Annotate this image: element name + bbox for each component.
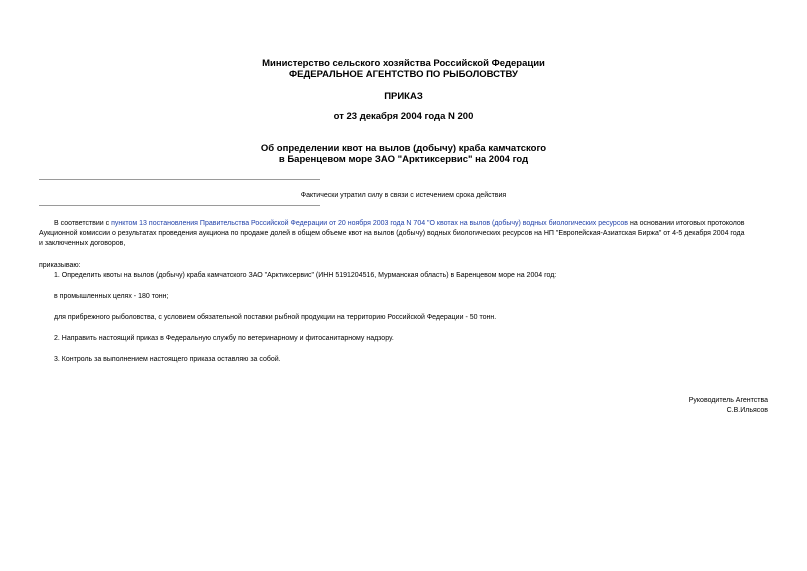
document-date: от 23 декабря 2004 года N 200 [333,111,474,122]
signature-position: Руководитель Агентства [688,397,768,404]
document-type: ПРИКАЗ [384,91,423,102]
signature-name: С.В.Ильясов [726,407,768,414]
divider-bottom [39,205,320,206]
order-word: приказываю: [39,262,81,269]
preamble-line-1 [39,219,770,229]
order-item-1: 1. Определить квоты на вылов (добычу) краба камчатского ЗАО "Арктиксервис" (ИНН 5191204516, Мурманская область) в Баренцевом море на 2004 год: [54,272,557,279]
divider-top [39,179,320,180]
quota-coastal: для прибрежного рыболовства, с условием обязательной поставки рыбной продукции на территорию Российской Федерации - 50 тонн. [54,314,497,321]
agency-name: ФЕДЕРАЛЬНОЕ АГЕНТСТВО ПО РЫБОЛОВСТВУ [289,69,518,80]
quota-industrial: в промышленных целях - 180 тонн; [54,293,169,300]
status-notice: Фактически утратил силу в связи с истечением срока действия [300,192,507,199]
document-title-line-2: в Баренцевом море ЗАО "Арктиксервис" на 2004 год [278,154,529,165]
preamble-line-2: Аукционной комиссии о результатах проведения аукциона по продаже долей в общем объеме квот на вылов (добычу) водных биологических ресурсов на НП "Европейская-Азиатская Биржа" от 4-5 декабря 2004 года [39,230,745,237]
preamble-line-3: и заключенных договоров, [39,240,126,247]
ministry-name: Министерство сельского хозяйства Российской Федерации [262,58,545,69]
preamble-lead: В соответствии с [54,220,112,227]
order-item-2: 2. Направить настоящий приказ в Федеральную службу по ветеринарному и фитосанитарному надзору. [54,335,394,342]
government-decree-link[interactable]: пунктом 13 постановления Правительства Российской Федерации от 20 ноября 2003 года N 704 "О квотах на вылов (добычу) водных биологических ресурсов [111,220,629,227]
order-item-3: 3. Контроль за выполнением настоящего приказа оставляю за собой. [54,356,281,363]
preamble-after-link: на основании итоговых протоколов [628,220,745,227]
document-title-line-1: Об определении квот на вылов (добычу) краба камчатского [260,143,547,154]
